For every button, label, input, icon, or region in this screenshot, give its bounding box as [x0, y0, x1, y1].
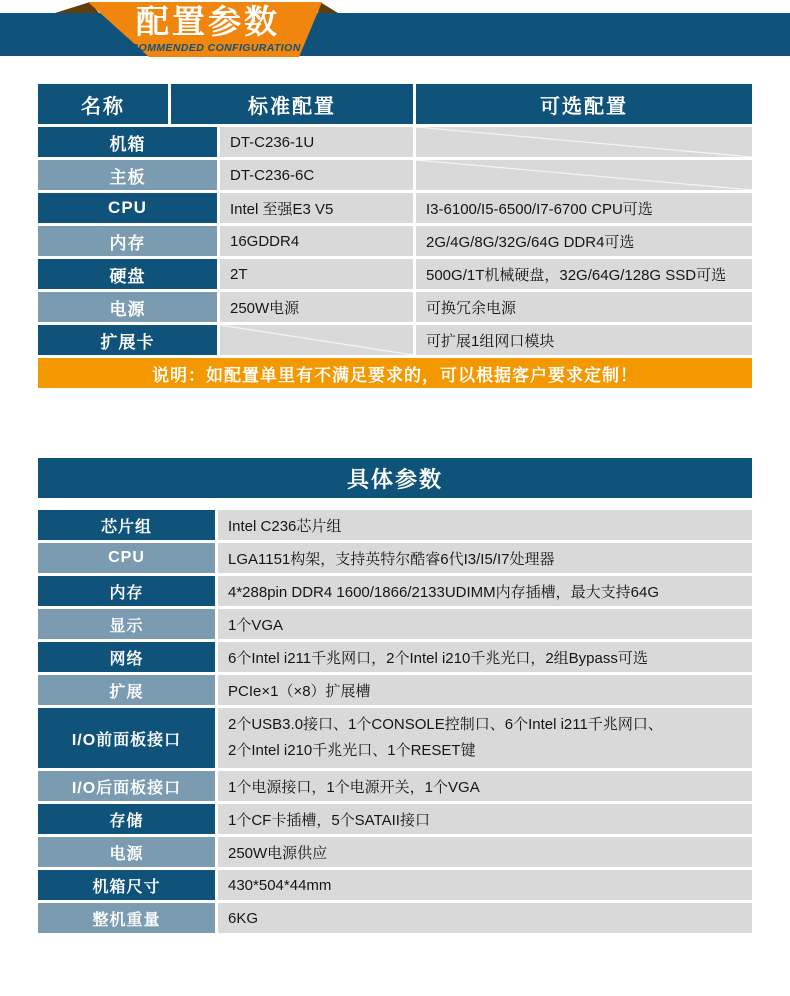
config-row-standard: 250W电源: [220, 292, 413, 322]
spec-row-value: 1个CF卡插槽，5个SATAII接口: [218, 804, 752, 834]
spec-row-value: [218, 708, 752, 768]
spec-row: [38, 576, 752, 606]
config-header-row: [38, 84, 752, 124]
config-row-standard: Intel 至强E3 V5: [220, 193, 413, 223]
config-row-optional: 500G/1T机械硬盘，32G/64G/128G SSD可选: [416, 259, 752, 289]
spec-row-label: 芯片组: [38, 510, 215, 540]
config-row-label: CPU: [38, 193, 217, 223]
spec-row: [38, 642, 752, 672]
config-table: [38, 84, 752, 388]
spec-row: [38, 675, 752, 705]
config-row-standard: DT-C236-1U: [220, 127, 413, 157]
spec-row-value: 250W电源供应: [218, 837, 752, 867]
config-row-standard: 2T: [220, 259, 413, 289]
config-row-label: 电源: [38, 292, 217, 322]
spec-row-value-line2: 2个Intel i210千兆光口、1个RESET键: [228, 742, 476, 759]
spec-row-label: 电源: [38, 837, 215, 867]
spec-row-value: 1个VGA: [218, 609, 752, 639]
spec-row-value: 1个电源接口，1个电源开关，1个VGA: [218, 771, 752, 801]
spec-row-label: I/O前面板接口: [38, 708, 215, 768]
spec-row-value: LGA1151构架，支持英特尔酷睿6代I3/I5/I7处理器: [218, 543, 752, 573]
spec-row-label: 机箱尺寸: [38, 870, 215, 900]
spec-row-label: 内存: [38, 576, 215, 606]
config-row-optional: 可换冗余电源: [416, 292, 752, 322]
spec-section-title: 具体参数: [38, 458, 752, 498]
config-row: [38, 127, 752, 157]
config-header-standard: 标准配置: [171, 84, 413, 124]
spec-row: [38, 804, 752, 834]
spec-row: [38, 609, 752, 639]
config-row-standard: DT-C236-6C: [220, 160, 413, 190]
spec-row-value: 4*288pin DDR4 1600/1866/2133UDIMM内存插槽，最大支持64G: [218, 576, 752, 606]
config-row-optional: 可扩展1组网口模块: [416, 325, 752, 355]
config-row-standard-na: [220, 325, 413, 355]
config-row-label: 硬盘: [38, 259, 217, 289]
spec-row-value: Intel C236芯片组: [218, 510, 752, 540]
spec-row-value: 6个Intel i211千兆网口，2个Intel i210千兆光口，2组Bypass可选: [218, 642, 752, 672]
spec-table: [38, 458, 752, 936]
config-row: [38, 193, 752, 223]
config-row-label: 主板: [38, 160, 217, 190]
config-row-optional: 2G/4G/8G/32G/64G DDR4可选: [416, 226, 752, 256]
spec-row-label: 扩展: [38, 675, 215, 705]
config-row-optional-na: [416, 127, 752, 157]
config-row-label: 机箱: [38, 127, 217, 157]
spec-row-label: 显示: [38, 609, 215, 639]
spec-row: [38, 708, 752, 768]
config-header-optional: 可选配置: [416, 84, 752, 124]
config-row-label: 扩展卡: [38, 325, 217, 355]
config-row: [38, 226, 752, 256]
config-row-label: 内存: [38, 226, 217, 256]
spec-row: [38, 771, 752, 801]
spec-row: [38, 837, 752, 867]
spec-row-value: PCIe×1（×8）扩展槽: [218, 675, 752, 705]
banner-ribbon: [0, 0, 790, 60]
config-note: 说明：如配置单里有不满足要求的，可以根据客户要求定制！: [38, 358, 752, 388]
banner-subtitle: RECOMMENDED CONFIGURATION: [115, 42, 301, 54]
spec-row-value: 6KG: [218, 903, 752, 933]
config-header-name: 名称: [38, 84, 168, 124]
config-row: [38, 160, 752, 190]
spec-row: [38, 870, 752, 900]
banner-title: 配置参数: [136, 3, 280, 40]
spec-row-value: 430*504*44mm: [218, 870, 752, 900]
spec-row-label: 整机重量: [38, 903, 215, 933]
config-row: [38, 259, 752, 289]
config-row-optional-na: [416, 160, 752, 190]
spec-row: [38, 510, 752, 540]
config-row: [38, 292, 752, 322]
spec-row-label: 网络: [38, 642, 215, 672]
config-row-optional: I3-6100/I5-6500/I7-6700 CPU可选: [416, 193, 752, 223]
config-row-standard: 16GDDR4: [220, 226, 413, 256]
config-row: [38, 325, 752, 355]
spec-row-label: CPU: [38, 543, 215, 573]
spec-row-label: I/O后面板接口: [38, 771, 215, 801]
spec-row-value-line1: 2个USB3.0接口、1个CONSOLE控制口、6个Intel i211千兆网口、: [228, 716, 663, 733]
spec-row: [38, 903, 752, 933]
spec-row: [38, 543, 752, 573]
spec-row-label: 存储: [38, 804, 215, 834]
